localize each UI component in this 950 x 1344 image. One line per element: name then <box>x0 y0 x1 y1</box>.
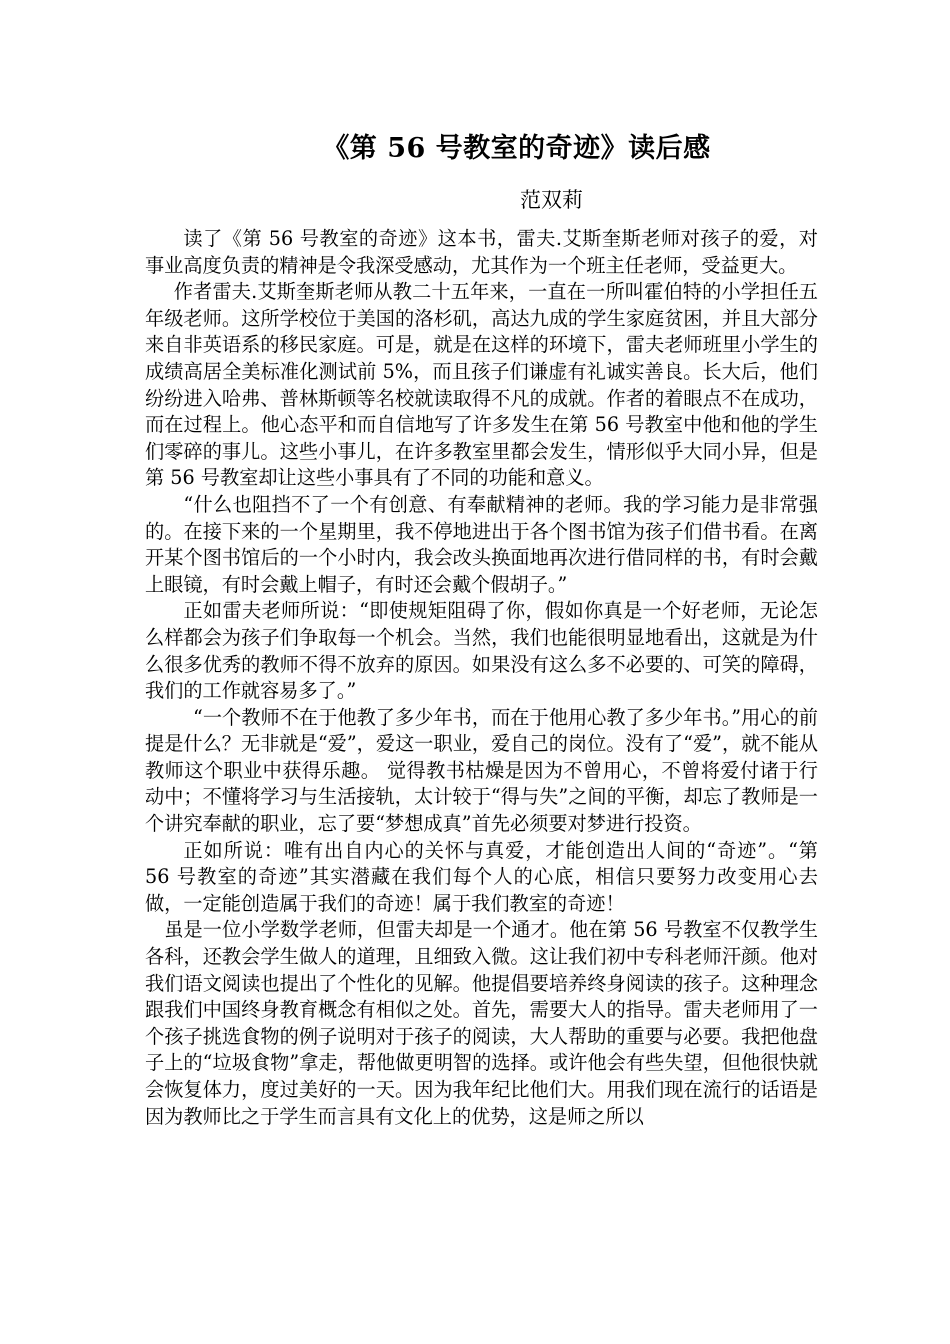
paragraph-6: 正如所说：唯有出自内心的关怀与真爱，才能创造出人间的“奇迹”。“第 56 号教室的奇迹”其实潜藏在我们每个人的心底，相信只要努力改变用心去做，一定能创造属于我们的奇迹！属于我们教室的奇迹！ <box>145 838 818 915</box>
paragraph-4: 正如雷夫老师所说：“即使规矩阻碍了你，假如你真是一个好老师，无论怎么样都会为孩子们争取每一个机会。当然，我们也能很明显地看出，这就是为什么很多优秀的教师不得不放弃的原因。如果没有这么多不必要的、可笑的障碍，我们的工作就容易多了。” <box>145 599 818 703</box>
document-body <box>145 226 818 1130</box>
document-title: 《第 56 号教室的奇迹》读后感 <box>322 133 711 164</box>
paragraph-7: 虽是一位小学数学老师，但雷夫却是一个通才。他在第 56 号教室不仅教学生各科，还教会学生做人的道理，且细致入微。这让我们初中专科老师汗颜。他对我们语文阅读也提出了个性化的见解。他提倡要培养终身阅读的孩子。这种理念跟我们中国终身教育概念有相似之处。首先，需要大人的指导。雷夫老师用了一个孩子挑选食物的例子说明对于孩子的阅读，大人帮助的重要与必要。我把他盘子上的“垃圾食物”拿走，帮他做更明智的选择。或许他会有些失望，但他很快就会恢复体力，度过美好的一天。因为我年纪比他们大。用我们现在流行的话语是因为教师比之于学生而言具有文化上的优势，这是师之所以 <box>145 918 818 1128</box>
paragraph-2: 作者雷夫.艾斯奎斯老师从教二十五年来，一直在一所叫霍伯特的小学担任五年级老师。这所学校位于美国的洛杉矶，高达九成的学生家庭贫困，并且大部分来自非英语系的移民家庭。可是，就是在这样的环境下，雷夫老师班里小学生的成绩高居全美标准化测试前 5%，而且孩子们谦虚有礼诚实善良。长大后，他们纷纷进入哈弗、普林斯顿等名校就读取得不凡的成就。作者的着眼点不在成功，而在过程上。他心态平和而自信地写了许多发生在第 56 号教室中他和他的学生们零碎的事儿。这些小事儿，在许多教室里都会发生，情形似乎大同小异，但是第 56 号教室却让这些小事具有了不同的功能和意义。 <box>145 280 818 490</box>
document-author: 范双莉 <box>520 188 583 212</box>
paragraph-5: “一个教师不在于他教了多少年书，而在于他用心教了多少年书。”用心的前提是什么？无非就是“爱”，爱这一职业，爱自己的岗位。没有了“爱”，就不能从教师这个职业中获得乐趣。 觉得教书枯燥是因为不曾用心，不曾将爱付诸于行动中；不懂将学习与生活接轨，太计较于“得与失”之间的平衡，却忘了教师是一个讲究奉献的职业，忘了要“梦想成真”首先必须要对梦进行投资。 <box>145 705 818 836</box>
paragraph-3: “什么也阻挡不了一个有创意、有奉献精神的老师。我的学习能力是非常强的。在接下来的一个星期里，我不停地进出于各个图书馆为孩子们借书看。在离开某个图书馆后的一个小时内，我会改头换面地再次进行借同样的书，有时会戴上眼镜，有时会戴上帽子，有时还会戴个假胡子。” <box>145 492 818 596</box>
document-page <box>145 128 818 1130</box>
paragraph-1: 读了《第 56 号教室的奇迹》这本书，雷夫.艾斯奎斯老师对孩子的爱，对事业高度负责的精神是令我深受感动，尤其作为一个班主任老师，受益更大。 <box>145 227 818 277</box>
